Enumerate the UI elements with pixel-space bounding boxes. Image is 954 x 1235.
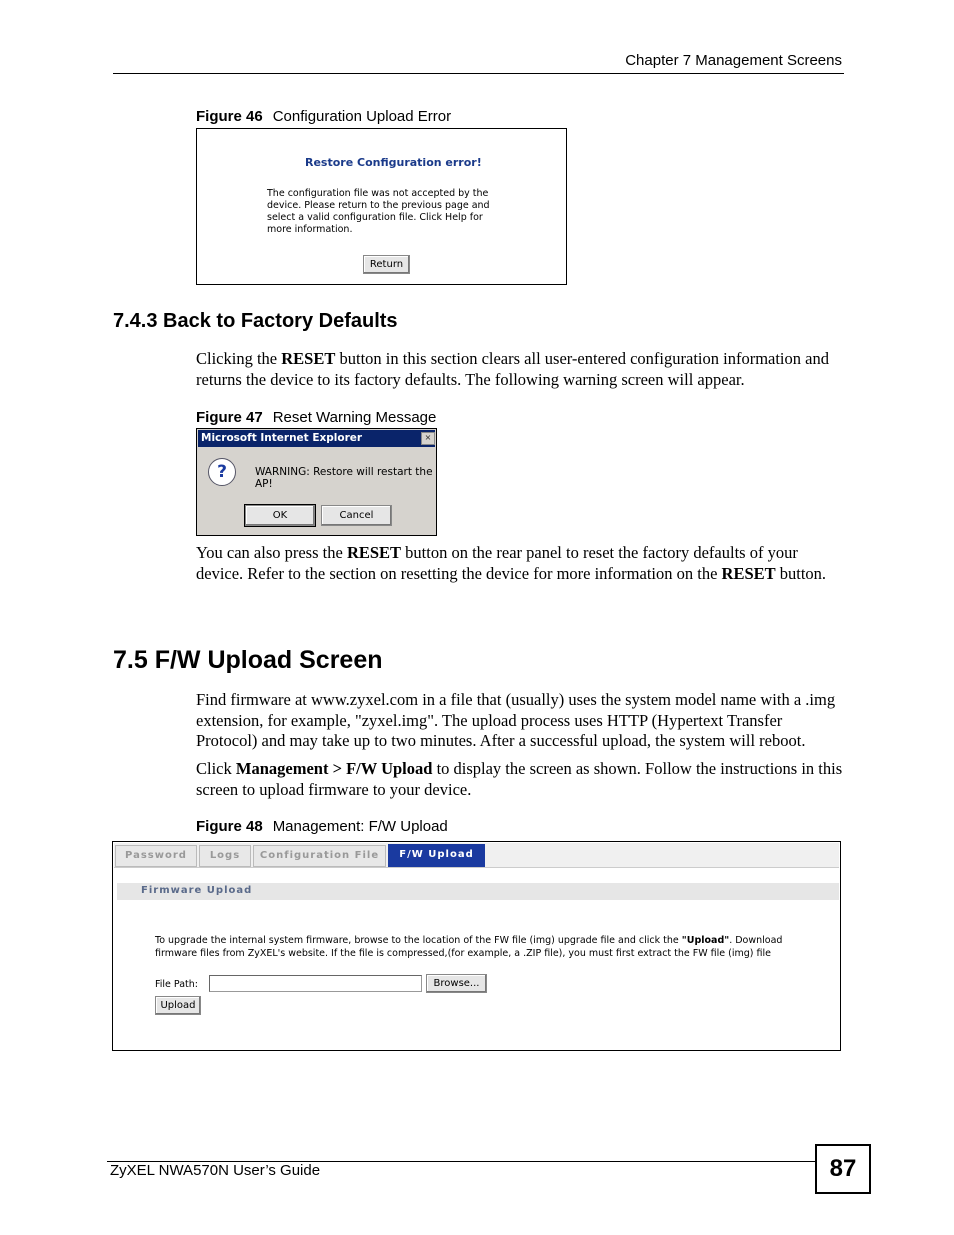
firmware-paragraph: Find firmware at www.zyxel.com in a file that (usually) uses the system model name with a .img extension, for example, "zyxel.img". The upload process uses HTTP (Hypertext Transfer Protocol) and may take up to two minutes. After a successful upload, the system will reboot. — [196, 690, 836, 750]
dialog-title: Microsoft Internet Explorer — [201, 432, 363, 444]
error-message: The configuration file was not accepted by the device. Please return to the previous page and select a valid configuration file. Click Help for more information. — [267, 188, 490, 235]
upload-button[interactable]: Upload — [155, 996, 201, 1015]
close-icon[interactable]: × — [421, 432, 435, 445]
chapter-header: Chapter 7 Management Screens — [625, 52, 842, 69]
section-heading-7-4-3: 7.4.3 Back to Factory Defaults — [113, 310, 398, 332]
figure-48-caption — [196, 818, 448, 835]
figure-47-caption — [196, 409, 436, 426]
warning-message: WARNING: Restore will restart the AP! — [255, 466, 433, 490]
cancel-button[interactable]: Cancel — [321, 505, 392, 526]
reset-paragraph: Clicking the RESET button in this section clears all user-entered configuration information and returns the device to its factory defaults. The following warning screen will appear. — [196, 349, 829, 389]
click-management-paragraph: Click Management > F/W Upload to display the screen as shown. Follow the instructions in this screen to upload firmware to your device. — [196, 759, 843, 799]
guide-title: ZyXEL NWA570N User’s Guide — [110, 1162, 321, 1179]
figure-47-label: Figure 47 — [196, 409, 263, 426]
tab-logs[interactable]: Logs — [199, 845, 251, 867]
upload-instructions: To upgrade the internal system firmware, browse to the location of the FW file (img) upgrade file and click the "Upload". Download firmware files from ZyXEL's website. If the file is compressed,(for example, a .ZIP file), you must first extract the FW file (img) file — [155, 935, 783, 959]
question-icon: ? — [208, 458, 236, 486]
file-path-input[interactable] — [209, 975, 422, 992]
figure-46-label: Figure 46 — [196, 108, 263, 125]
browse-button[interactable]: Browse... — [426, 974, 487, 993]
figure-48-label: Figure 48 — [196, 818, 263, 835]
return-button[interactable]: Return — [363, 255, 410, 274]
reset-rear-panel-paragraph: You can also press the RESET button on the rear panel to reset the factory defaults of your device. Refer to the section on resetting the device for more information on the RESET button. — [196, 543, 827, 583]
figure-46-caption-text: Configuration Upload Error — [272, 108, 452, 125]
figure-47-caption-text: Reset Warning Message — [272, 409, 437, 426]
dialog-title-bar — [198, 430, 435, 447]
error-title: Restore Configuration error! — [305, 156, 482, 169]
tab-password[interactable]: Password — [115, 845, 197, 867]
section-heading-7-5: 7.5 F/W Upload Screen — [113, 646, 383, 674]
firmware-upload-title: Firmware Upload — [141, 885, 253, 896]
tab-configuration-file[interactable]: Configuration File — [253, 845, 386, 867]
figure-46-screenshot — [196, 128, 567, 285]
tab-fw-upload[interactable]: F/W Upload — [388, 844, 485, 867]
page-number: 87 — [815, 1144, 871, 1194]
file-path-label: File Path: — [155, 979, 198, 990]
fw-upload-screenshot — [112, 841, 841, 1051]
header-rule — [113, 73, 844, 74]
figure-48-caption-text: Management: F/W Upload — [272, 818, 448, 835]
firmware-upload-bar — [117, 883, 839, 900]
figure-46-caption — [196, 108, 451, 125]
ok-button[interactable]: OK — [245, 505, 315, 526]
reset-warning-dialog — [196, 428, 437, 536]
